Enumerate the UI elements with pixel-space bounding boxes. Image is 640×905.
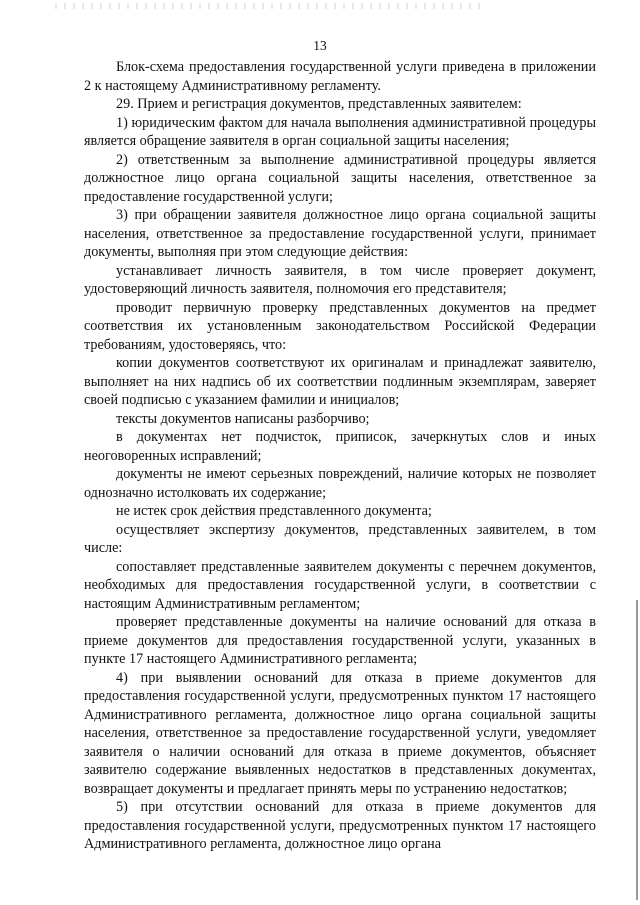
paragraph: проводит первичную проверку представленных документов на предмет соответствия их установленным законодательством Российской Федерации требованиям, удостоверяясь, что:: [84, 299, 596, 353]
scan-artifact: [55, 3, 485, 9]
paragraph: проверяет представленные документы на наличие оснований для отказа в приеме документов для предоставления государственной услуги, указанных в пункте 17 настоящего Административного регламента;: [84, 614, 596, 667]
paragraph: 2) ответственным за выполнение административной процедуры является должностное лицо органа социальной защиты населения, ответственное за предоставление государственной услуги;: [84, 151, 596, 205]
paragraph: 4) при выявлении оснований для отказа в приеме документов для предоставления государственной услуги, предусмотренных пунктом 17 настоящего Административного регламента, должностное лицо органа социальной защиты населения, ответственное за предоставление государственной услуги, уведомляет заявителя о наличии оснований для отказа в приеме документов, объясняет заявителю содержание выявленных недостатков в представленных документах, возвращает документы и предлагает принять меры по устранению недостатков;: [84, 669, 596, 797]
page-number: 13: [313, 38, 327, 53]
paragraph: в документах нет подчисток, приписок, зачеркнутых слов и иных неоговоренных исправлений;: [84, 429, 596, 464]
paragraph: сопоставляет представленные заявителем документы с перечнем документов, необходимых для предоставления государственной услуги, в соответствии с настоящим Административным регламентом;: [84, 558, 596, 612]
page-edge-shadow: [636, 600, 638, 900]
paragraph: Блок-схема предоставления государственной услуги приведена в приложении 2 к настоящему Административному регламенту.: [84, 59, 596, 94]
paragraph: 3) при обращении заявителя должностное лицо органа социальной защиты населения, ответственное за предоставление государственной услуги, принимает документы, выполняя при этом следующие действия:: [84, 207, 596, 260]
paragraph: документы не имеют серьезных повреждений, наличие которых не позволяет однозначно истолковать их содержание;: [84, 466, 596, 501]
paragraph: тексты документов написаны разборчиво;: [116, 410, 370, 427]
paragraph: устанавливает личность заявителя, в том числе проверяет документ, удостоверяющий личность заявителя, полномочия его представителя;: [84, 262, 596, 297]
document-body: [84, 58, 596, 854]
paragraph: 29. Прием и регистрация документов, представленных заявителем:: [116, 96, 522, 112]
paragraph: осуществляет экспертизу документов, представленных заявителем, в том числе:: [84, 521, 596, 556]
paragraph: копии документов соответствуют их оригиналам и принадлежат заявителю, выполняет на них надпись об их соответствии подлинным экземплярам, заверяет своей подписью с указанием фамилии и инициалов;: [84, 355, 596, 408]
paragraph: 1) юридическим фактом для начала выполнения административной процедуры является обращение заявителя в орган социальной защиты населения;: [84, 114, 596, 149]
paragraph: 5) при отсутствии оснований для отказа в приеме документов для предоставления государственной услуги, предусмотренных пунктом 17 настоящего Административного регламента, должностное лицо органа: [84, 799, 596, 852]
paragraph: не истек срок действия представленного документа;: [116, 503, 432, 519]
